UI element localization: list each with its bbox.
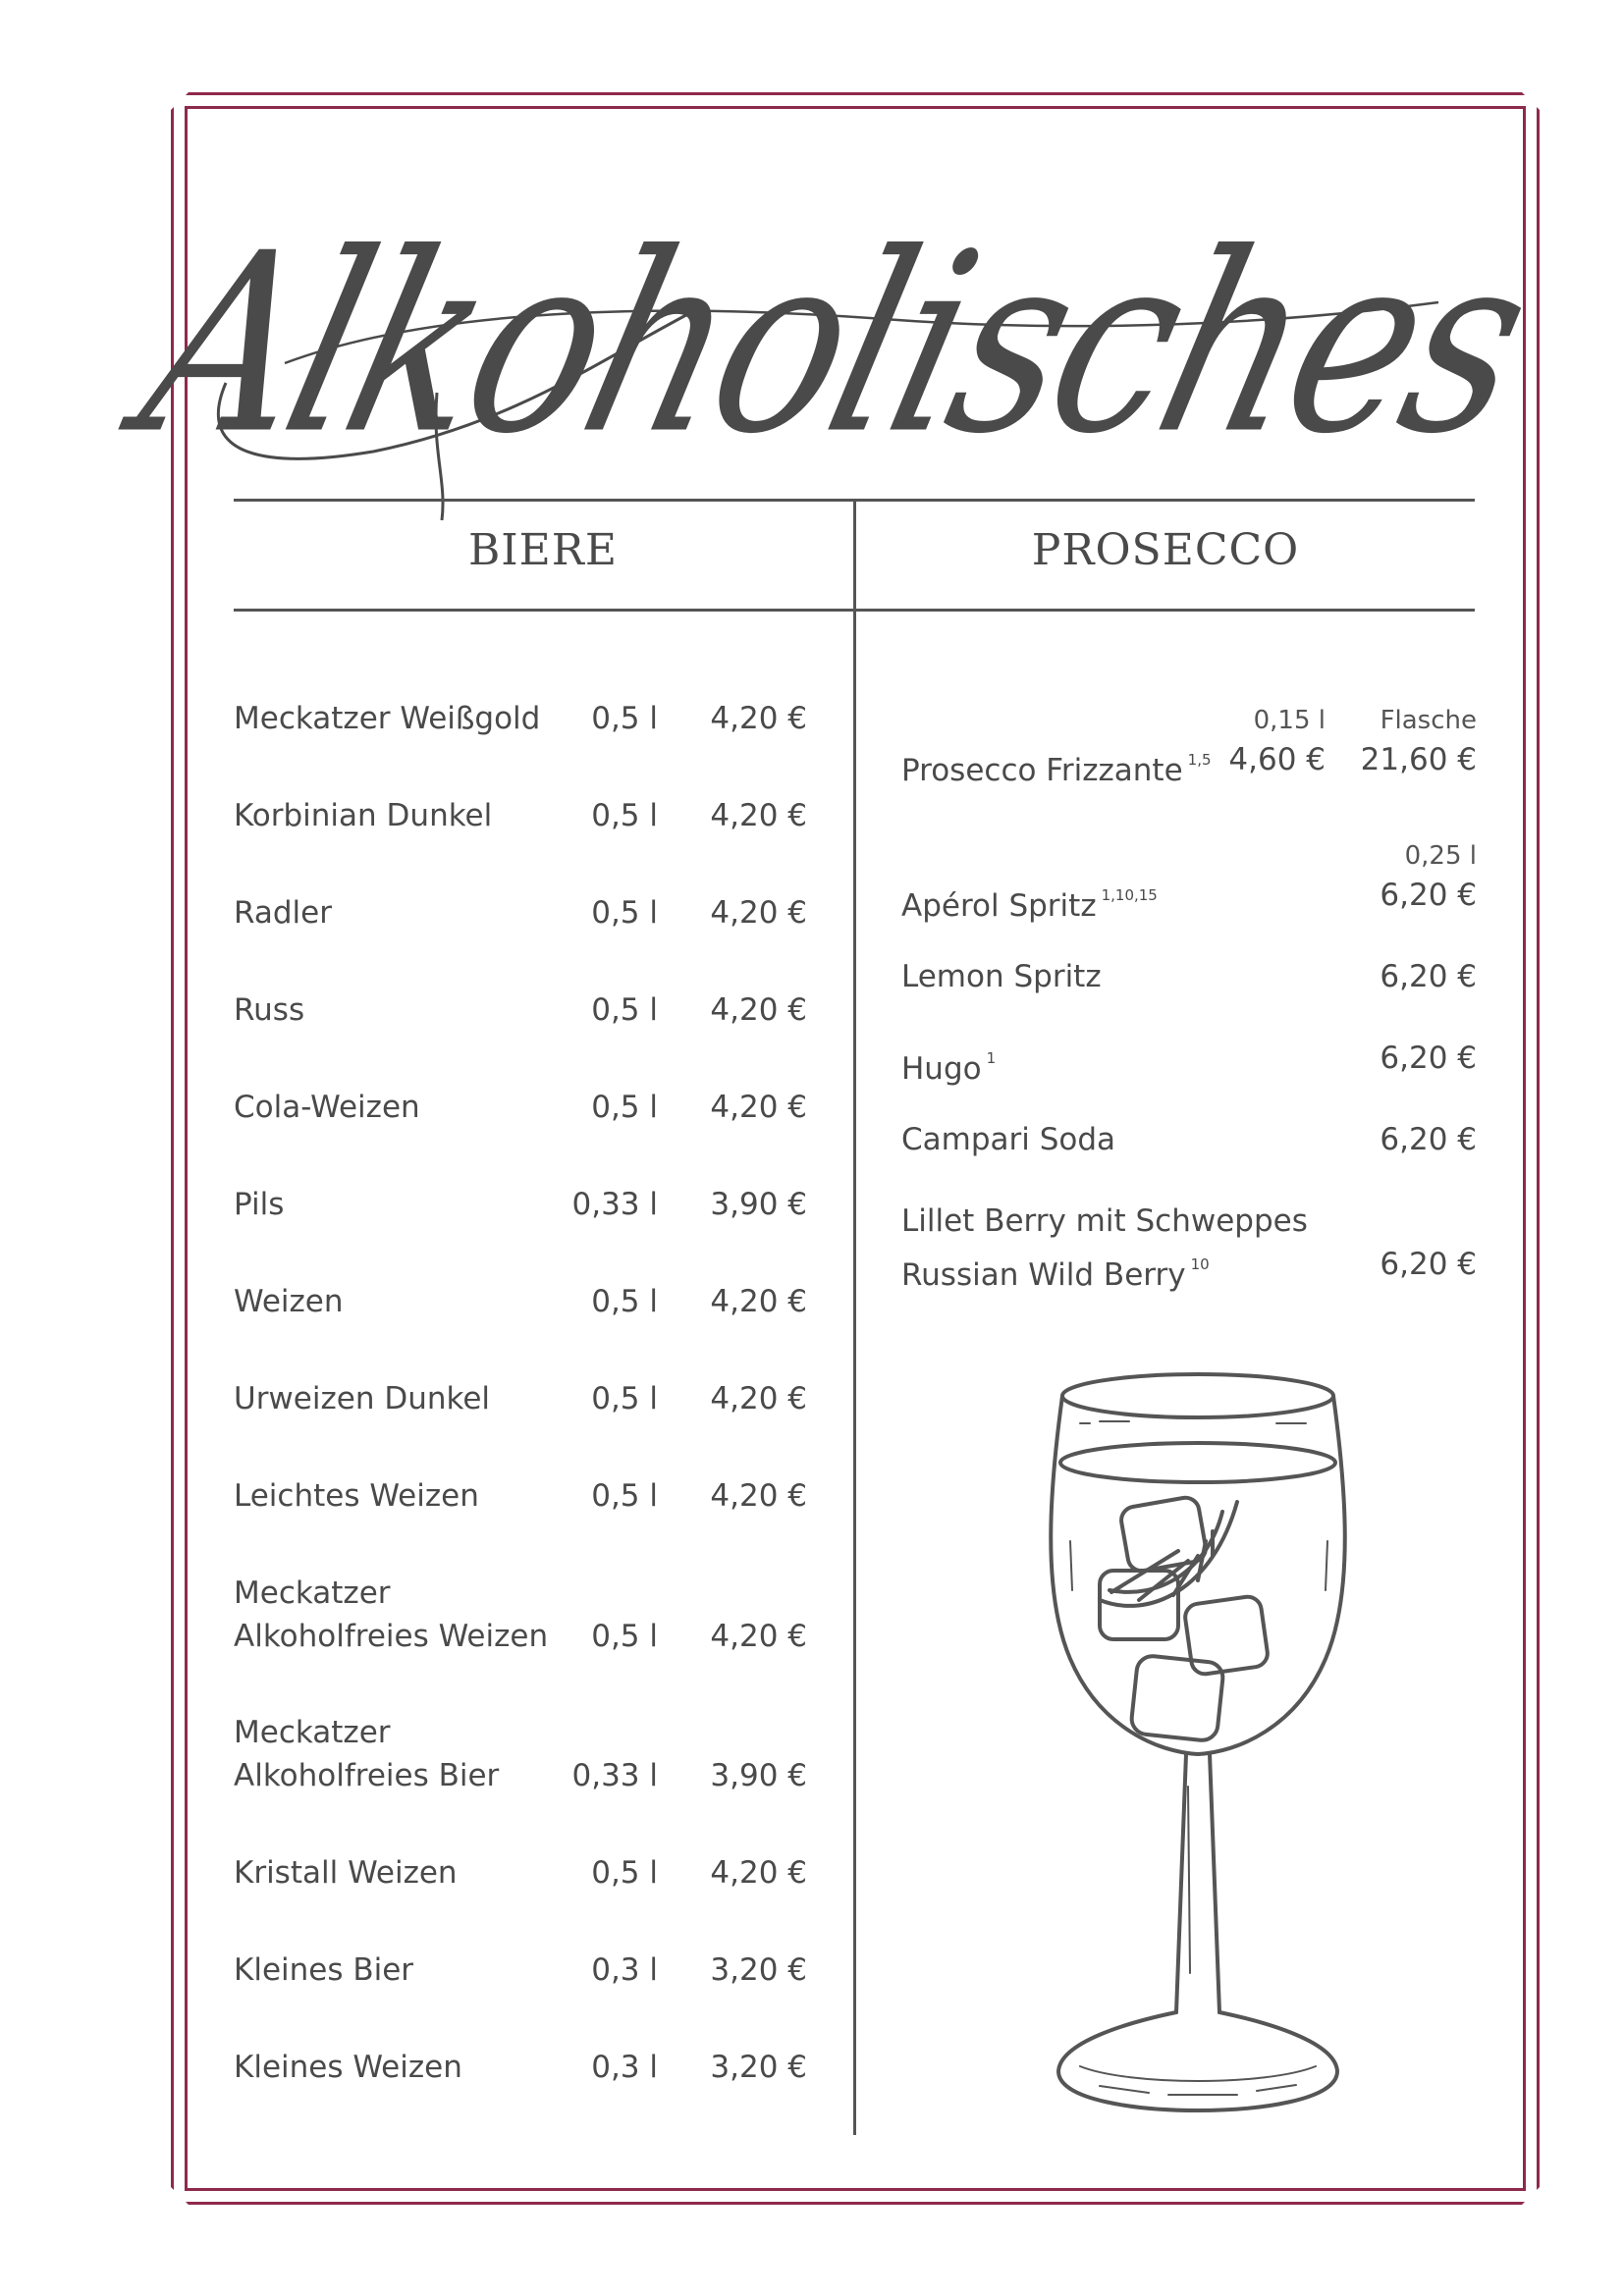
item-name: Campari Soda	[901, 1122, 1116, 1157]
bottle-price: 21,60 €	[1360, 742, 1477, 777]
item-name: Kristall Weizen	[234, 1855, 458, 1891]
item-price: 4,20 €	[710, 1381, 807, 1416]
item-name: Hugo	[901, 1051, 982, 1087]
item-name: Apérol Spritz	[901, 888, 1097, 924]
item-name: Lemon Spritz	[901, 959, 1102, 994]
spritz-size-header: 0,25 l	[1404, 841, 1477, 871]
spritz-glass-icon	[1041, 1364, 1355, 2130]
item-price: 4,20 €	[710, 895, 807, 931]
item-name: Korbinian Dunkel	[234, 798, 493, 833]
item-price: 4,20 €	[710, 1284, 807, 1319]
item-name: Prosecco Frizzante	[901, 753, 1183, 788]
item-size: 0,5 l	[591, 1619, 658, 1654]
item-name: Kleines Weizen	[234, 2050, 462, 2085]
item-price: 6,20 €	[1380, 959, 1477, 994]
item-name-line1: Lillet Berry mit Schweppes	[901, 1203, 1308, 1239]
item-name: Pils	[234, 1187, 285, 1222]
item-name: Meckatzer Weißgold	[234, 701, 541, 736]
item-price: 4,20 €	[710, 992, 807, 1028]
item-price: 3,20 €	[710, 1952, 807, 1988]
item-price: 3,90 €	[710, 1187, 807, 1222]
item-name: Alkoholfreies Weizen	[234, 1619, 549, 1654]
item-price: 4,20 €	[710, 701, 807, 736]
item-price: 6,20 €	[1380, 1041, 1477, 1076]
column-divider	[853, 501, 856, 2135]
item-size: 0,5 l	[591, 1381, 658, 1416]
item-size: 0,5 l	[591, 1855, 658, 1891]
prosecco-heading: PROSECCO	[1031, 525, 1300, 575]
page-title: Alkoholisches	[196, 157, 1473, 530]
item-name: Russian Wild Berry	[901, 1257, 1186, 1293]
item-size: 0,5 l	[591, 895, 658, 931]
item-price: 6,20 €	[1380, 1122, 1477, 1157]
item-name: Kleines Bier	[234, 1952, 414, 1988]
allergen-note: 10	[1190, 1255, 1210, 1273]
item-size: 0,5 l	[591, 1284, 658, 1319]
glass-size-header: 0,15 l	[1253, 706, 1326, 735]
item-size: 0,33 l	[571, 1758, 658, 1793]
item-size: 0,5 l	[591, 798, 658, 833]
item-size: 0,5 l	[591, 1090, 658, 1125]
item-price: 4,20 €	[710, 1855, 807, 1891]
item-name: Urweizen Dunkel	[234, 1381, 491, 1416]
item-price: 4,20 €	[710, 1090, 807, 1125]
item-price: 6,20 €	[1380, 1247, 1477, 1282]
item-price: 6,20 €	[1380, 878, 1477, 913]
item-price: 3,20 €	[710, 2050, 807, 2085]
item-size: 0,3 l	[591, 1952, 658, 1988]
item-size: 0,5 l	[591, 992, 658, 1028]
item-price: 4,20 €	[710, 798, 807, 833]
item-size: 0,33 l	[571, 1187, 658, 1222]
bottle-header: Flasche	[1380, 706, 1477, 735]
item-name: Leichtes Weizen	[234, 1478, 479, 1514]
item-size: 0,5 l	[591, 1478, 658, 1514]
item-price: 4,20 €	[710, 1478, 807, 1514]
item-price: 4,20 €	[710, 1619, 807, 1654]
item-price: 3,90 €	[710, 1758, 807, 1793]
biere-heading: BIERE	[467, 525, 619, 575]
item-name: Radler	[234, 895, 332, 931]
item-size: 0,3 l	[591, 2050, 658, 2085]
glass-price: 4,60 €	[1228, 742, 1326, 777]
item-name: Russ	[234, 992, 305, 1028]
item-size: 0,5 l	[591, 701, 658, 736]
allergen-note: 1,5	[1187, 751, 1212, 769]
item-name: Weizen	[234, 1284, 344, 1319]
item-name-line1: Meckatzer	[234, 1575, 391, 1611]
allergen-note: 1	[986, 1049, 997, 1067]
item-name: Alkoholfreies Bier	[234, 1758, 500, 1793]
item-name-line1: Meckatzer	[234, 1715, 391, 1750]
item-name: Cola-Weizen	[234, 1090, 420, 1125]
allergen-note: 1,10,15	[1101, 886, 1158, 904]
